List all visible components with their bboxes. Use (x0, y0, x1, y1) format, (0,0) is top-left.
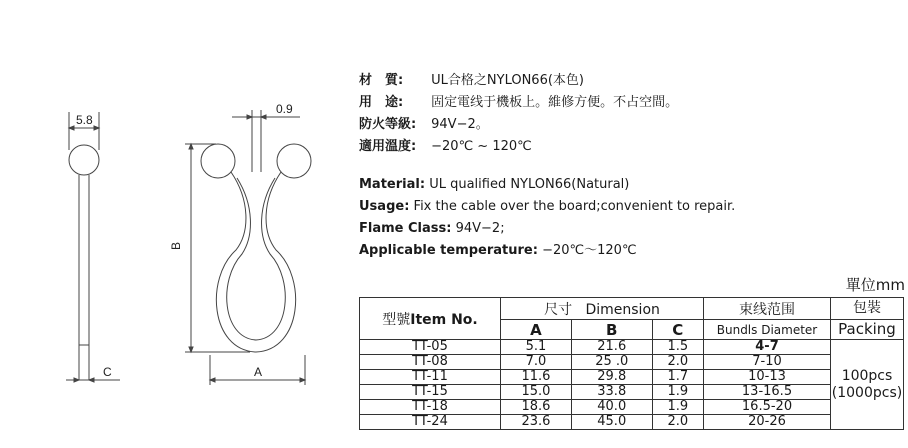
spec-flame-en-value: 94V−2; (455, 221, 505, 236)
front-view (185, 110, 311, 385)
table-row (360, 370, 904, 385)
dim-thickness-label: 0.9 (276, 102, 293, 116)
spec-material-en-value: UL qualified NYLON66(Natural) (429, 177, 630, 192)
a-cell: 18.6 (501, 400, 572, 415)
item-cell: TT-15 (360, 385, 501, 400)
c-cell: 1.5 (652, 340, 703, 355)
spec-material-cn-label: 材 質 (359, 73, 399, 88)
a-cell: 5.1 (501, 340, 572, 355)
table-row (360, 355, 904, 370)
bundle-cell: 4-7 (704, 340, 831, 355)
b-cell: 25 .0 (571, 355, 652, 370)
table-row (360, 415, 904, 430)
specification-block (359, 70, 899, 262)
spec-flame-cn-value: 94V−2。 (431, 117, 489, 132)
spec-flame-en-label: Flame Class: (359, 221, 452, 236)
col-a-header: A (501, 320, 572, 340)
spec-temp-cn-label: 適用溫度 (359, 139, 412, 154)
unit-label: 單位mm (845, 276, 905, 294)
spec-material-cn-value: UL合格之NYLON66(本色) (431, 73, 584, 88)
item-cell: TT-11 (360, 370, 501, 385)
c-cell: 1.9 (652, 385, 703, 400)
table-row (360, 400, 904, 415)
dim-width-label: 5.8 (76, 113, 93, 127)
c-cell: 2.0 (652, 355, 703, 370)
spec-usage-cn: 用 途: 固定電线于機板上。維修方便。不占空間。 (359, 95, 679, 110)
spec-material-en (359, 174, 899, 196)
clip-technical-drawing (0, 0, 345, 448)
bundle-cell: 10-13 (704, 370, 831, 385)
spec-temp-cn: 適用溫度: −20℃ ~ 120℃ (359, 139, 532, 154)
spec-flame-en (359, 218, 899, 240)
b-cell: 29.8 (571, 370, 652, 385)
col-c-header: C (652, 320, 703, 340)
c-cell: 1.9 (652, 400, 703, 415)
c-cell: 1.7 (652, 370, 703, 385)
dimension-header: 尺寸 Dimension (501, 298, 704, 320)
b-cell: 21.6 (571, 340, 652, 355)
a-cell: 11.6 (501, 370, 572, 385)
spec-temp-cn-value: −20℃ ~ 120℃ (431, 139, 532, 154)
spec-temp-en-label: Applicable temperature: (359, 243, 538, 258)
item-cell: TT-18 (360, 400, 501, 415)
dim-b-label: B (169, 241, 183, 250)
side-view (66, 112, 120, 382)
bundle-cell: 20-26 (704, 415, 831, 430)
b-cell: 33.8 (571, 385, 652, 400)
item-cell: TT-08 (360, 355, 501, 370)
packing-header-cn: 包裝 (831, 298, 904, 320)
table-row (360, 385, 904, 400)
a-cell: 15.0 (501, 385, 572, 400)
spec-table (359, 297, 904, 430)
b-cell: 40.0 (571, 400, 652, 415)
spec-usage-cn-value: 固定電线于機板上。維修方便。不占空間。 (431, 95, 679, 110)
table-row (360, 340, 904, 355)
item-cell: TT-24 (360, 415, 501, 430)
item-cell: TT-05 (360, 340, 501, 355)
spec-usage-en-value: Fix the cable over the board;convenient to repair. (413, 199, 736, 214)
spec-usage-cn-label: 用 途 (359, 95, 399, 110)
bundle-cell: 7-10 (704, 355, 831, 370)
a-cell: 7.0 (501, 355, 572, 370)
spec-usage-en (359, 196, 899, 218)
packing-cell: 100pcs (1000pcs) (831, 340, 904, 430)
b-cell: 45.0 (571, 415, 652, 430)
spec-usage-en-label: Usage: (359, 199, 410, 214)
bundle-header-cn: 束线范围 (704, 298, 831, 320)
spec-flame-cn-label: 防火等級 (359, 117, 412, 132)
dim-a-label: A (254, 365, 263, 379)
bundle-header-en: Bundls Diameter (704, 320, 831, 340)
bundle-cell: 13-16.5 (704, 385, 831, 400)
c-cell: 2.0 (652, 415, 703, 430)
col-b-header: B (571, 320, 652, 340)
bundle-cell: 16.5-20 (704, 400, 831, 415)
spec-material-cn: 材 質: UL合格之NYLON66(本色) (359, 73, 584, 88)
spec-material-en-label: Material: (359, 177, 426, 192)
spec-flame-cn: 防火等級: 94V−2。 (359, 117, 489, 132)
dim-c-label: C (103, 365, 112, 379)
a-cell: 23.6 (501, 415, 572, 430)
spec-temp-en-value: −20℃～120℃ (542, 243, 637, 258)
item-no-header: 型號Item No. (360, 298, 501, 340)
packing-header-en: Packing (831, 320, 904, 340)
spec-temp-en (359, 240, 899, 262)
